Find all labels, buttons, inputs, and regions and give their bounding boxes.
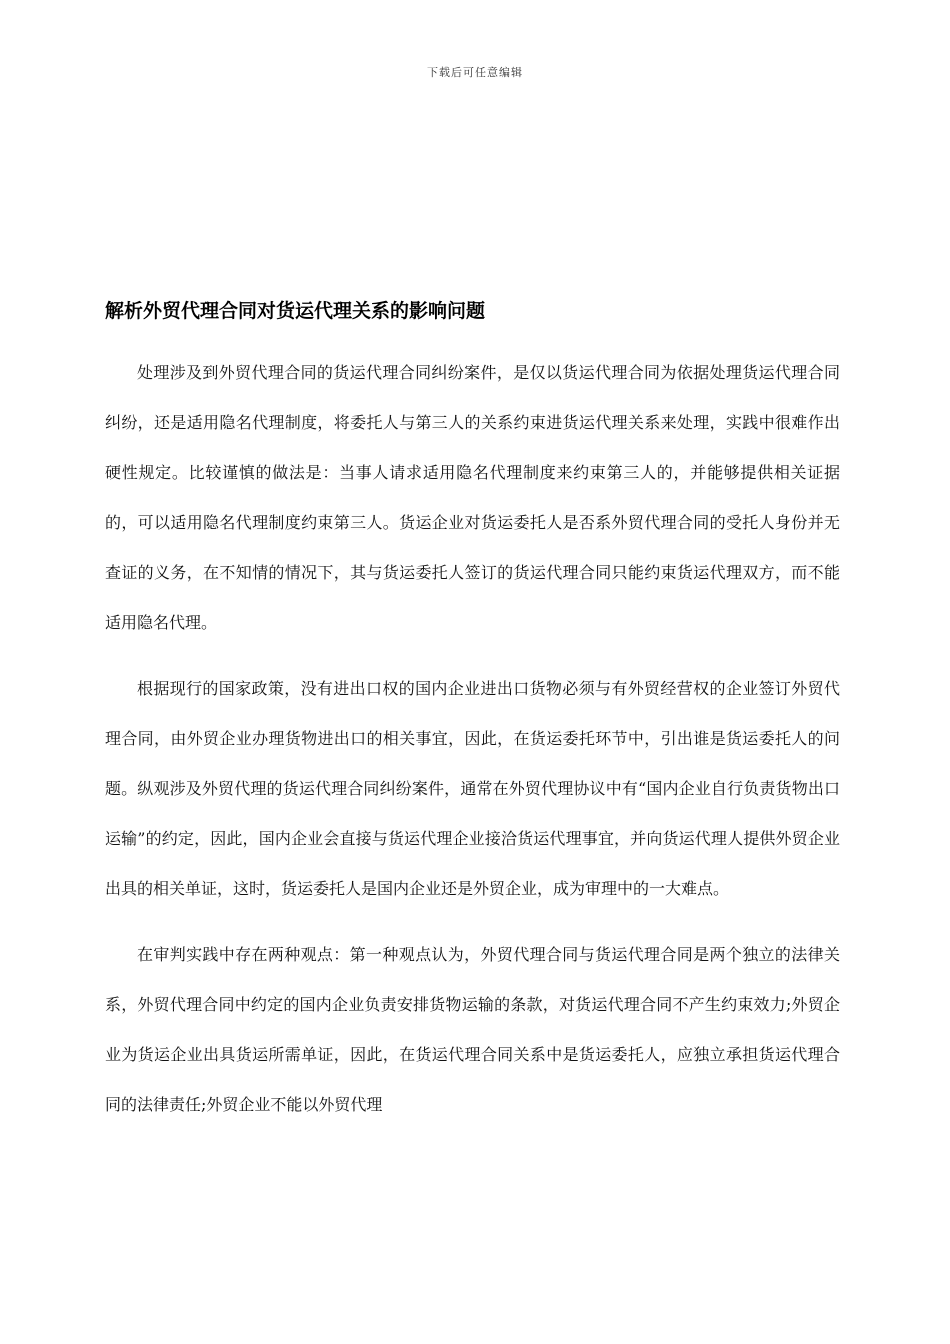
paragraph-1: 处理涉及到外贸代理合同的货运代理合同纠纷案件，是仅以货运代理合同为依据处理货运代理合同纠纷，还是适用隐名代理制度，将委托人与第三人的关系约束进货运代理关系来处理，实践中很难作出硬性规定。比较谨慎的做法是：当事人请求适用隐名代理制度来约束第三人的，并能够提供相关证据的，可以适用隐名代理制度约束第三人。货运企业对货运委托人是否系外贸代理合同的受托人身份并无查证的义务，在不知情的情况下，其与货运委托人签订的货运代理合同只能约束货运代理双方，而不能适用隐名代理。 <box>105 363 840 632</box>
paragraph-2: 根据现行的国家政策，没有进出口权的国内企业进出口货物必须与有外贸经营权的企业签订外贸代理合同，由外贸企业办理货物进出口的相关事宜，因此，在货运委托环节中，引出谁是货运委托人的问题。纵观涉及外贸代理的货运代理合同纠纷案件，通常在外贸代理协议中有“国内企业自行负责货物出口运输”的约定，因此，国内企业会直接与货运代理企业接洽货运代理事宜，并向货运代理人提供外贸企业出具的相关单证，这时，货运委托人是国内企业还是外贸企业，成为审理中的一大难点。 <box>105 679 840 898</box>
page-header-note: 下载后可任意编辑 <box>427 66 523 79</box>
document-title: 解析外贸代理合同对货运代理关系的影响问题 <box>105 300 486 322</box>
document-body <box>105 294 840 1130</box>
paragraph-3: 在审判实践中存在两种观点：第一种观点认为，外贸代理合同与货运代理合同是两个独立的法律关系，外贸代理合同中约定的国内企业负责安排货物运输的条款，对货运代理合同不产生约束效力;外贸企业为货运企业出具货运所需单证，因此，在货运代理合同关系中是货运委托人，应独立承担货运代理合同的法律责任;外贸企业不能以外贸代理 <box>105 945 840 1114</box>
